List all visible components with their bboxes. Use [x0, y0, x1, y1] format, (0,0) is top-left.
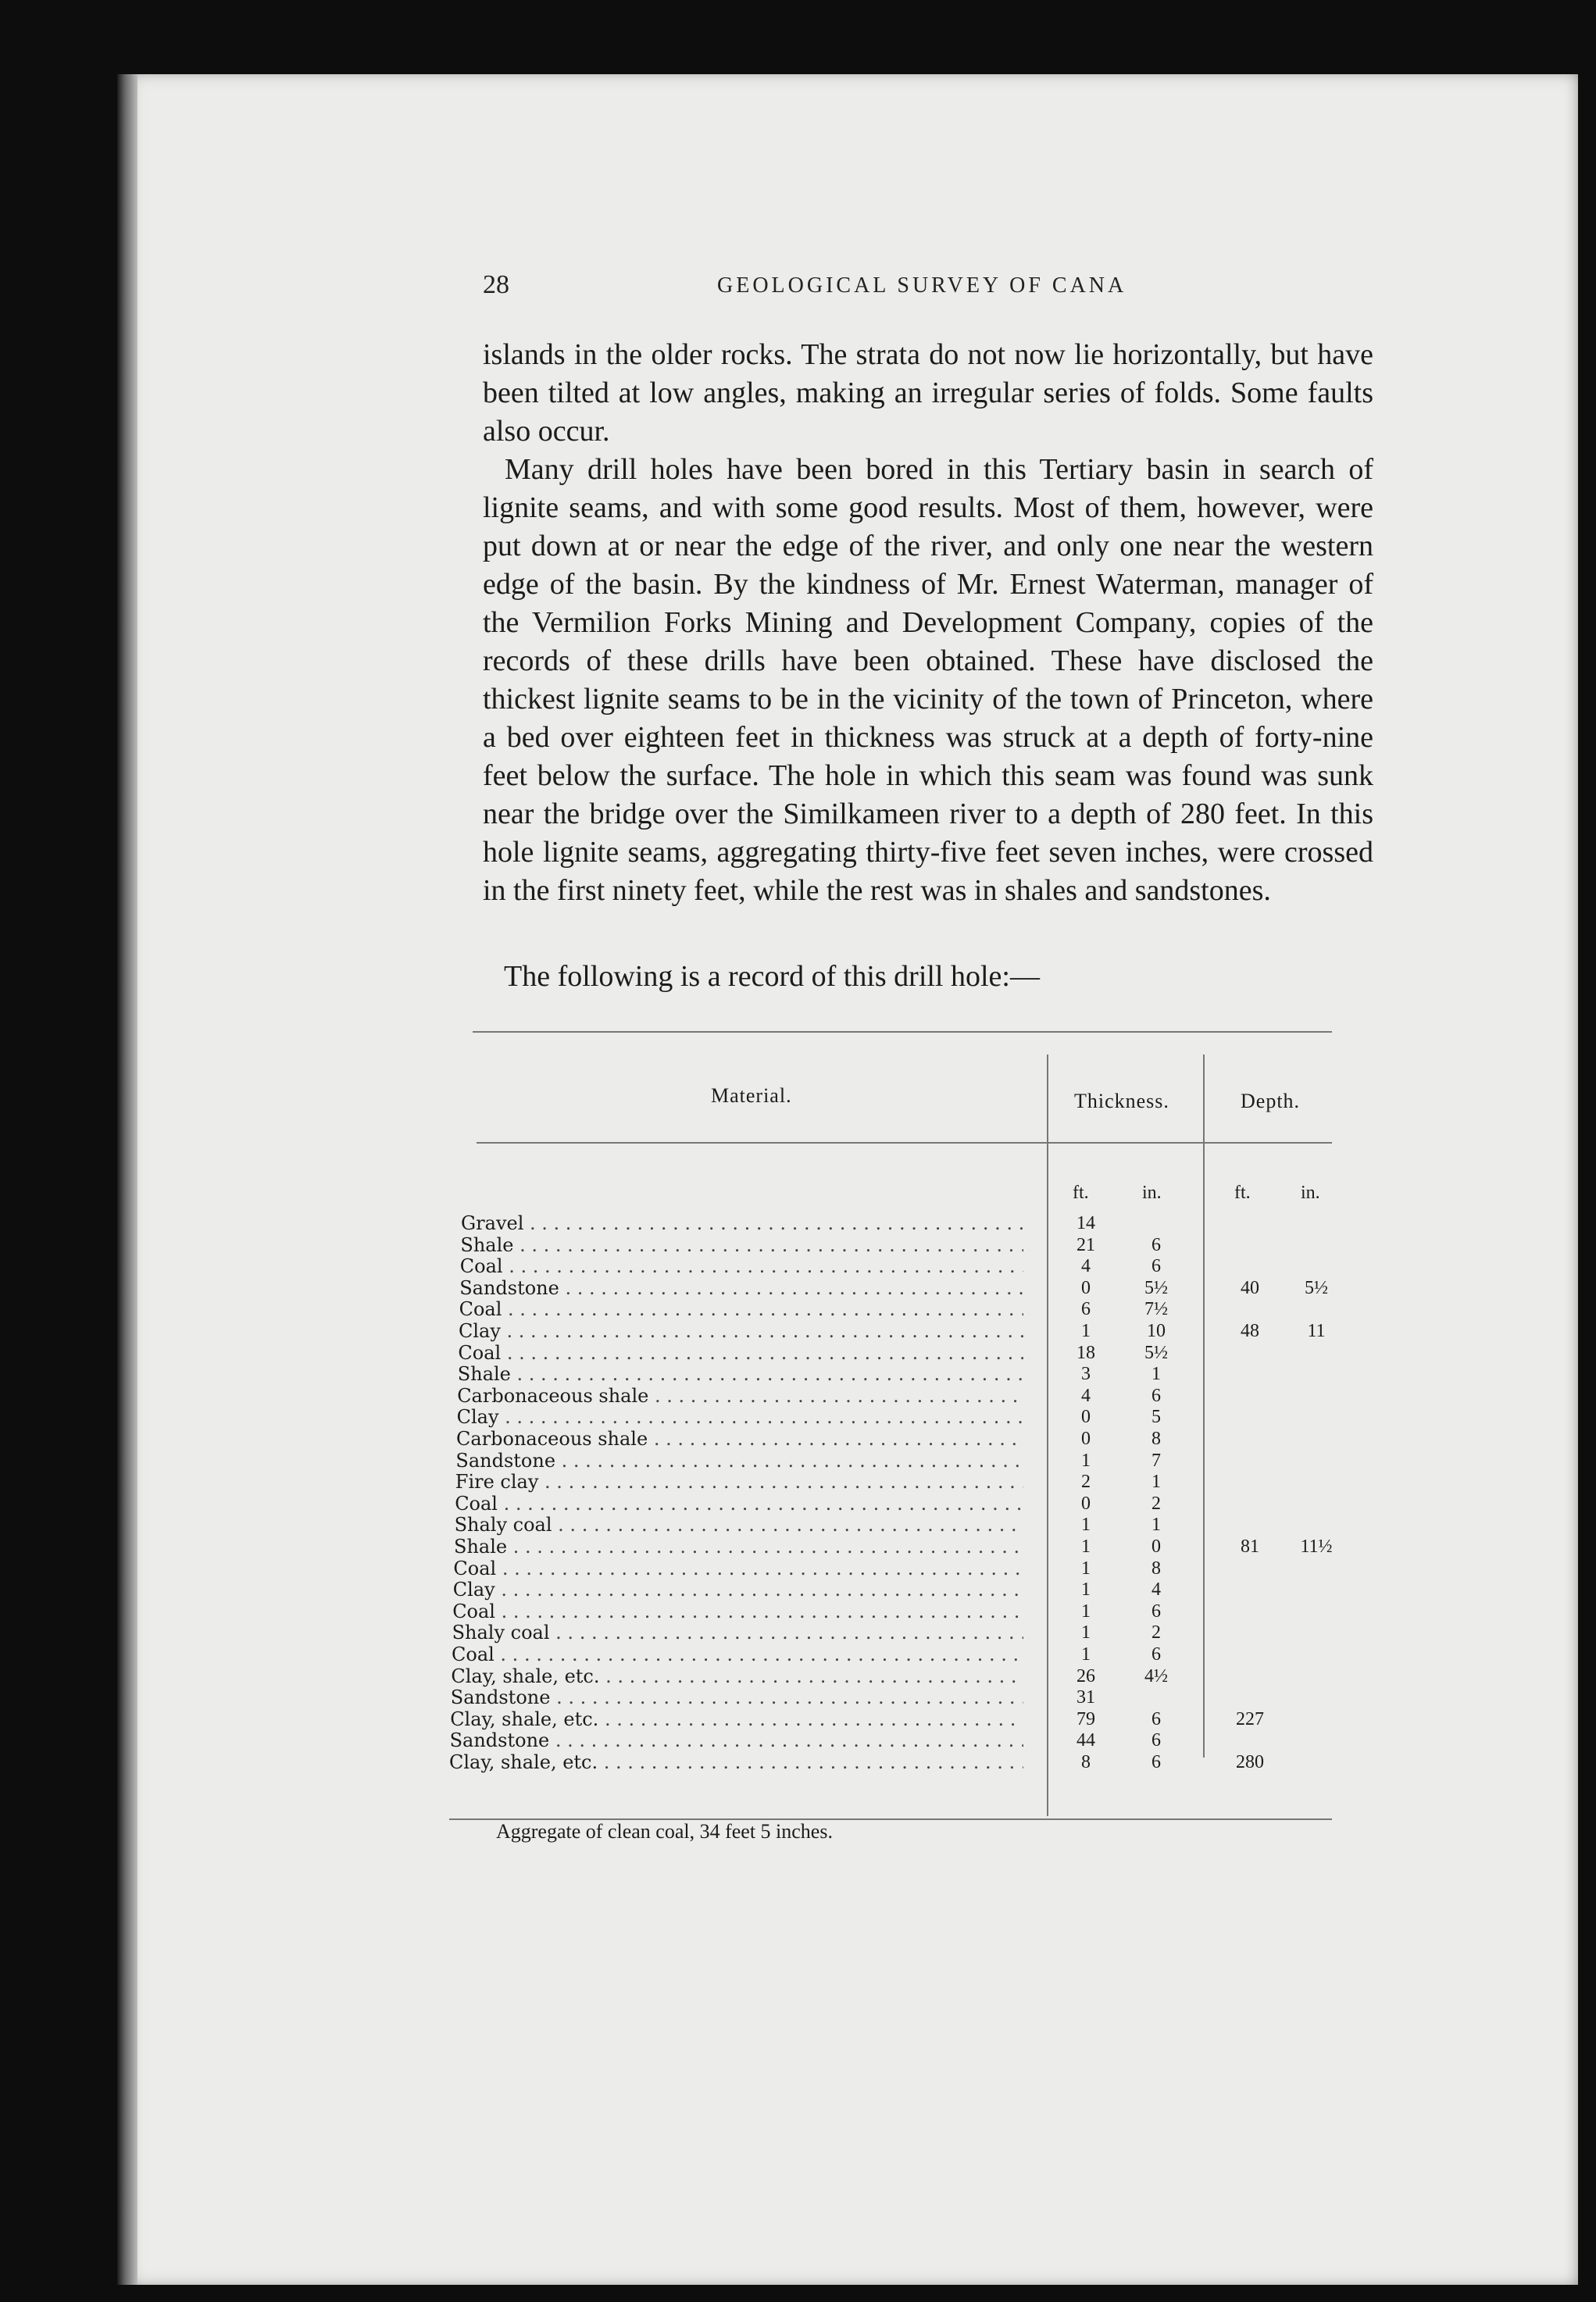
depth-in-cell: [1293, 1493, 1340, 1515]
thickness-in-cell: 4½: [1144, 1665, 1168, 1686]
thickness-in-cell: 1: [1151, 1515, 1161, 1536]
material-label: Carbonaceous shale: [456, 1428, 648, 1450]
table-top-rule: [473, 1031, 1332, 1033]
depth-in-cell: [1293, 1255, 1340, 1277]
depth-ft-cell: [1226, 1385, 1273, 1407]
depth-ft-cell: 81: [1241, 1536, 1259, 1557]
material-label: Carbonaceous shale: [457, 1384, 649, 1407]
depth-in-cell: [1293, 1406, 1340, 1428]
table-row-material: [452, 1644, 1023, 1665]
depth-column-divider: [1203, 1055, 1205, 1758]
depth-in-cell: [1293, 1686, 1340, 1708]
material-label: Fire clay: [455, 1471, 539, 1494]
depth-ft-cell: [1226, 1622, 1273, 1644]
depth-ft-cell: [1226, 1342, 1273, 1364]
depth-ft-cell: 280: [1236, 1752, 1264, 1772]
material-label: Coal: [452, 1644, 495, 1665]
table-row-material: [457, 1385, 1023, 1407]
thickness-ft-cell: 1: [1081, 1321, 1091, 1341]
table-row-material: [460, 1234, 1023, 1256]
material-label: Coal: [458, 1341, 502, 1364]
thickness-in-cell: 10: [1147, 1321, 1166, 1341]
depth-ft-cell: [1226, 1601, 1273, 1622]
material-label: Shale: [454, 1536, 508, 1558]
depth-in-cell: [1293, 1729, 1340, 1751]
depth-in-cell: [1293, 1471, 1340, 1493]
material-label: Sandstone: [449, 1729, 550, 1752]
material-column-divider: [1047, 1055, 1048, 1816]
material-label: Clay: [452, 1579, 495, 1601]
material-label: Clay: [459, 1320, 501, 1342]
material-label: Clay, shale, etc.: [451, 1665, 600, 1687]
material-label: Sandstone: [450, 1686, 551, 1709]
header-thickness: Thickness.: [1074, 1090, 1169, 1112]
depth-in-cell: [1293, 1385, 1340, 1407]
thickness-ft-cell: 1: [1081, 1536, 1091, 1557]
material-label: Coal: [459, 1298, 502, 1321]
depth-in-cell: [1293, 1622, 1340, 1644]
table-row-material: [455, 1450, 1023, 1472]
depth-in-cell: [1293, 1644, 1340, 1665]
table-row-material: [449, 1751, 1023, 1773]
thickness-in-cell: [1133, 1686, 1180, 1708]
material-label: Sandstone: [459, 1276, 559, 1299]
material-label: Shaly coal: [454, 1514, 552, 1536]
thickness-ft-cell: 14: [1076, 1213, 1095, 1233]
depth-in-cell: [1293, 1579, 1340, 1601]
thickness-ft-cell: 0: [1081, 1277, 1091, 1298]
depth-in-cell: [1293, 1601, 1340, 1622]
material-label: Clay, shale, etc.: [449, 1751, 598, 1773]
thickness-in-cell: 6: [1151, 1644, 1161, 1665]
thickness-ft-cell: 79: [1076, 1708, 1095, 1729]
unit-thickness-in: in.: [1142, 1183, 1162, 1203]
thickness-in-cell: 5½: [1144, 1342, 1168, 1363]
table-row-material: [457, 1406, 1023, 1428]
thickness-ft-cell: 44: [1076, 1730, 1095, 1751]
depth-ft-cell: [1226, 1644, 1273, 1665]
material-label: Coal: [452, 1600, 495, 1622]
depth-in-cell: 11: [1307, 1321, 1326, 1341]
table-row-material: [451, 1686, 1023, 1708]
table-row-material: [453, 1579, 1023, 1601]
material-label: Shale: [457, 1363, 511, 1386]
depth-in-cell: [1293, 1558, 1340, 1579]
thickness-in-cell: 7½: [1144, 1299, 1168, 1320]
thickness-ft-cell: 3: [1081, 1364, 1091, 1385]
thickness-in-cell: 6: [1151, 1256, 1161, 1277]
thickness-ft-cell: 0: [1081, 1429, 1091, 1449]
thickness-in-cell: 6: [1151, 1752, 1161, 1772]
table-row-material: [458, 1342, 1023, 1364]
table-row-material: [455, 1471, 1023, 1493]
depth-in-cell: [1293, 1298, 1340, 1320]
depth-ft-cell: [1226, 1686, 1273, 1708]
thickness-in-cell: 6: [1151, 1708, 1161, 1729]
depth-in-cell: [1293, 1342, 1340, 1364]
depth-ft-cell: [1226, 1558, 1273, 1579]
depth-ft-cell: [1226, 1665, 1273, 1687]
table-row-material: [452, 1601, 1023, 1622]
book-binding-edge: [117, 74, 137, 2285]
thickness-in-cell: 8: [1151, 1558, 1161, 1579]
table-row-material: [450, 1729, 1023, 1751]
table-row-material: [451, 1665, 1023, 1687]
thickness-in-cell: 8: [1151, 1429, 1161, 1449]
material-label: Gravel: [461, 1212, 524, 1234]
table-row-material: [459, 1277, 1023, 1299]
thickness-ft-cell: 1: [1081, 1515, 1091, 1536]
depth-in-cell: [1293, 1234, 1340, 1256]
thickness-ft-cell: 1: [1081, 1601, 1091, 1622]
depth-ft-cell: [1226, 1471, 1273, 1493]
material-label: Coal: [453, 1557, 497, 1579]
body-text: [483, 336, 1373, 910]
depth-in-cell: [1293, 1665, 1340, 1687]
thickness-ft-cell: 4: [1081, 1256, 1091, 1277]
depth-ft-cell: [1226, 1234, 1273, 1256]
thickness-in-cell: 6: [1151, 1730, 1161, 1751]
depth-ft-cell: [1226, 1514, 1273, 1536]
depth-in-cell: [1293, 1514, 1340, 1536]
thickness-ft-cell: 1: [1081, 1450, 1091, 1471]
depth-in-cell: [1293, 1212, 1340, 1234]
material-label: Shale: [460, 1233, 514, 1256]
material-label: Shaly coal: [452, 1622, 550, 1644]
thickness-ft-cell: 4: [1081, 1385, 1091, 1406]
header-depth: Depth.: [1241, 1090, 1301, 1112]
depth-ft-cell: 48: [1241, 1321, 1259, 1341]
thickness-ft-cell: 18: [1076, 1342, 1095, 1363]
unit-depth-ft: ft.: [1234, 1183, 1251, 1203]
table-row-material: [456, 1428, 1023, 1450]
depth-in-cell: [1293, 1708, 1340, 1730]
depth-in-cell: 5½: [1305, 1277, 1328, 1298]
table-row-material: [458, 1363, 1023, 1385]
material-label: Clay, shale, etc.: [450, 1708, 599, 1730]
depth-in-cell: 11½: [1300, 1536, 1333, 1557]
thickness-ft-cell: 8: [1081, 1752, 1091, 1772]
depth-ft-cell: [1226, 1255, 1273, 1277]
thickness-ft-cell: 31: [1076, 1687, 1095, 1708]
table-row-material: [454, 1536, 1023, 1558]
header-material: Material.: [711, 1084, 792, 1107]
table-row-material: [459, 1320, 1023, 1342]
material-label: Clay: [456, 1406, 499, 1429]
table-row-material: [460, 1255, 1023, 1277]
aggregate-note: Aggregate of clean coal, 34 feet 5 inches.: [496, 1820, 833, 1843]
thickness-in-cell: 7: [1151, 1450, 1161, 1471]
thickness-in-cell: [1133, 1212, 1180, 1234]
thickness-in-cell: 1: [1151, 1472, 1161, 1493]
thickness-ft-cell: 0: [1081, 1493, 1091, 1514]
table-lead-in: The following is a record of this drill hole:—: [504, 960, 1040, 993]
depth-ft-cell: [1226, 1298, 1273, 1320]
thickness-ft-cell: 2: [1081, 1472, 1091, 1493]
paragraph-2: Many drill holes have been bored in this Tertiary basin in search of lignite seams, and with some good results. Most of them, however, were put down at or near the edge of the river, and only one near the western edge of the basin. By the kindness of Mr. Ernest Waterman, manager of the Vermilion Forks Mining and Development Company, copies of the records of these drills have been obtained. These have disclosed the thickest lignite seams to be in the vicinity of the town of Princeton, where a bed over eighteen feet in thickness was struck at a depth of forty-nine feet below the surface. The hole in which this seam was found was sunk near the bridge over the Similkameen river to a depth of 280 feet. In this hole lignite seams, aggregating thirty-five feet seven inches, were crossed in the first ninety feet, while the rest was in shales and sandstones.: [483, 453, 1373, 907]
thickness-ft-cell: 1: [1081, 1558, 1091, 1579]
thickness-in-cell: 4: [1151, 1579, 1161, 1601]
depth-ft-cell: [1226, 1406, 1273, 1428]
depth-ft-cell: [1226, 1212, 1273, 1234]
thickness-in-cell: 6: [1151, 1385, 1161, 1406]
depth-ft-cell: [1226, 1363, 1273, 1385]
table-row-material: [455, 1514, 1023, 1536]
thickness-ft-cell: 1: [1081, 1644, 1091, 1665]
depth-ft-cell: [1226, 1493, 1273, 1515]
material-label: Coal: [455, 1492, 498, 1515]
thickness-in-cell: 5: [1151, 1407, 1161, 1428]
thickness-ft-cell: 21: [1076, 1234, 1095, 1255]
table-row-material: [459, 1298, 1023, 1320]
running-title: GEOLOGICAL SURVEY OF CANA: [717, 273, 1127, 298]
thickness-ft-cell: 0: [1081, 1407, 1091, 1428]
material-label: Sandstone: [455, 1449, 556, 1472]
thickness-in-cell: 6: [1151, 1601, 1161, 1622]
thickness-in-cell: 5½: [1144, 1277, 1168, 1298]
depth-in-cell: [1293, 1363, 1340, 1385]
depth-in-cell: [1293, 1751, 1340, 1773]
depth-in-cell: [1293, 1450, 1340, 1472]
material-label: Coal: [459, 1255, 503, 1278]
table-row-material: [453, 1558, 1023, 1579]
table-row-material: [455, 1493, 1023, 1515]
table-row-material: [452, 1622, 1023, 1644]
thickness-in-cell: 2: [1151, 1493, 1161, 1514]
thickness-in-cell: 1: [1151, 1364, 1161, 1385]
depth-ft-cell: [1226, 1579, 1273, 1601]
depth-ft-cell: 227: [1236, 1708, 1264, 1729]
drill-record-table: [445, 1031, 1351, 1828]
thickness-ft-cell: 1: [1081, 1622, 1091, 1644]
depth-in-cell: [1293, 1428, 1340, 1450]
depth-ft-cell: [1226, 1450, 1273, 1472]
table-row-material: [461, 1212, 1023, 1234]
unit-depth-in: in.: [1301, 1183, 1320, 1203]
thickness-ft-cell: 26: [1076, 1665, 1095, 1686]
table-row-material: [450, 1708, 1023, 1730]
unit-thickness-ft: ft.: [1073, 1183, 1089, 1203]
page-number: 28: [483, 270, 509, 299]
depth-ft-cell: [1226, 1428, 1273, 1450]
depth-ft-cell: 40: [1241, 1277, 1259, 1298]
thickness-ft-cell: 1: [1081, 1579, 1091, 1601]
thickness-in-cell: 0: [1151, 1536, 1161, 1557]
paragraph-1: islands in the older rocks. The strata do not now lie horizontally, but have been tilted at low angles, making an irregular series of folds. Some faults also occur.: [483, 338, 1373, 448]
depth-ft-cell: [1226, 1729, 1273, 1751]
thickness-in-cell: 6: [1151, 1234, 1161, 1255]
thickness-in-cell: 2: [1151, 1622, 1161, 1644]
thickness-ft-cell: 6: [1081, 1299, 1091, 1320]
